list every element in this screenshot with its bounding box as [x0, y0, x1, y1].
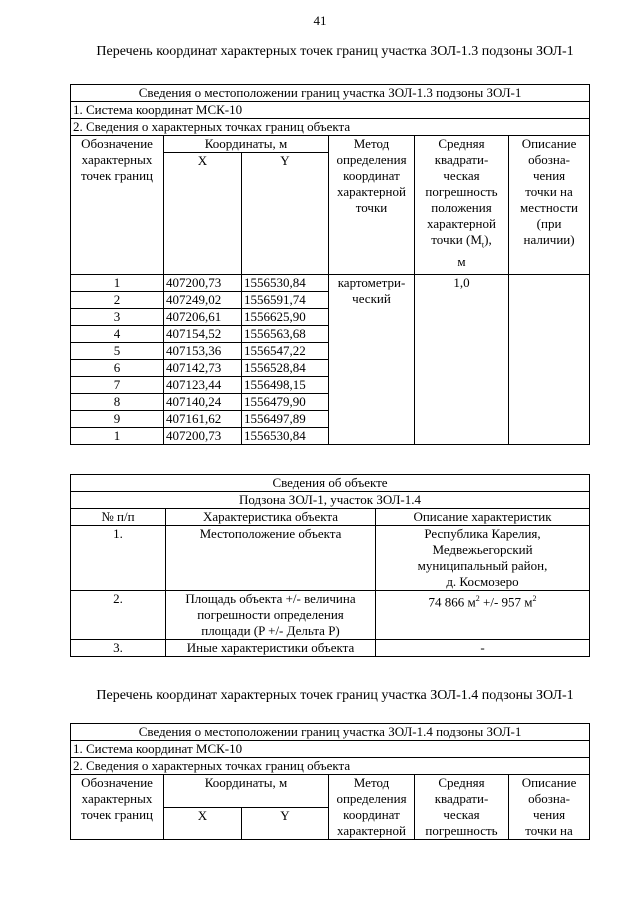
table-title: Сведения о местоположении границ участка ЗОЛ-1.4 подзоны ЗОЛ-1 [71, 724, 590, 741]
table-row: 9 407161,62 1556497,89 [71, 411, 590, 428]
table-row: 5 407153,36 1556547,22 [71, 343, 590, 360]
error-value: 1,0 [415, 275, 509, 445]
method-value: картометри- ческий [329, 275, 415, 445]
table-row: 6 407142,73 1556528,84 [71, 360, 590, 377]
header-description: Описание обозна- чения точки на [509, 775, 590, 840]
header-description: Описание обозна- чения точки на местности (при наличии) [509, 136, 590, 275]
table-row: 4 407154,52 1556563,68 [71, 326, 590, 343]
table-row: 8 407140,24 1556479,90 [71, 394, 590, 411]
coordinates-table-zol-1-4 [70, 723, 590, 840]
table-row: 3. Иные характеристики объекта - [71, 640, 590, 657]
heading-zol-1-4: Перечень координат характерных точек границ участка ЗОЛ-1.4 подзоны ЗОЛ-1 [96, 688, 574, 703]
table-row: 3 407206,61 1556625,90 [71, 309, 590, 326]
header-error: Средняя квадрати- ческая погрешность положения характерной точки $(M_t)$, м [415, 136, 509, 275]
header-coordinates: Координаты, м [164, 775, 329, 808]
header-y: Y [242, 153, 329, 275]
table-row: 2 407249,02 1556591,74 [71, 292, 590, 309]
section-title: 2. Сведения о характерных точках границ объекта [71, 119, 590, 136]
header-method: Метод определения координат характерной точки [329, 136, 415, 275]
header-characteristic: Характеристика объекта [166, 509, 376, 526]
table-row: 7 407123,44 1556498,15 [71, 377, 590, 394]
page-number: 41 [313, 13, 327, 28]
header-x: X [164, 807, 242, 840]
location-value: Республика Карелия, Медвежьегорский муниципальный район, д. Космозеро [376, 526, 590, 591]
description-value [509, 275, 590, 445]
section-title: 2. Сведения о характерных точках границ объекта [71, 758, 590, 775]
header-x: X [164, 153, 242, 275]
header-error: Средняя квадрати- ческая погрешность [415, 775, 509, 840]
coordinates-table-zol-1-3 [70, 84, 590, 445]
object-info-table [70, 474, 590, 657]
coordinate-system: 1. Система координат МСК-10 [71, 102, 590, 119]
header-characteristic-description: Описание характеристик [376, 509, 590, 526]
header-coordinates: Координаты, м [164, 136, 329, 153]
heading-zol-1-3: Перечень координат характерных точек границ участка ЗОЛ-1.3 подзоны ЗОЛ-1 [96, 44, 574, 59]
table-row: 1 407200,73 1556530,84 картометри- ческий 1,0 [71, 275, 590, 292]
area-value: 74 866 $м^2$ +/- 957 $м^2$ [376, 591, 590, 640]
header-number: № п/п [71, 509, 166, 526]
object-table-title: Сведения об объекте [71, 475, 590, 492]
table-row: 1 407200,73 1556530,84 [71, 428, 590, 445]
table-row: 2. Площадь объекта +/- величина погрешности определения площади (P +/- Дельта P) 74 866 $м^2$ +/- 957 $м^2$ [71, 591, 590, 640]
header-designation: Обозначение характерных точек границ [71, 775, 164, 840]
coordinate-system: 1. Система координат МСК-10 [71, 741, 590, 758]
table-row: 1. Местоположение объекта Республика Карелия, Медвежьегорский муниципальный район, д. Космозеро [71, 526, 590, 591]
header-y: Y [242, 807, 329, 840]
table-title: Сведения о местоположении границ участка ЗОЛ-1.3 подзоны ЗОЛ-1 [71, 85, 590, 102]
object-table-subtitle: Подзона ЗОЛ-1, участок ЗОЛ-1.4 [71, 492, 590, 509]
header-method: Метод определения координат характерной [329, 775, 415, 840]
header-designation: Обозначение характерных точек границ [71, 136, 164, 275]
